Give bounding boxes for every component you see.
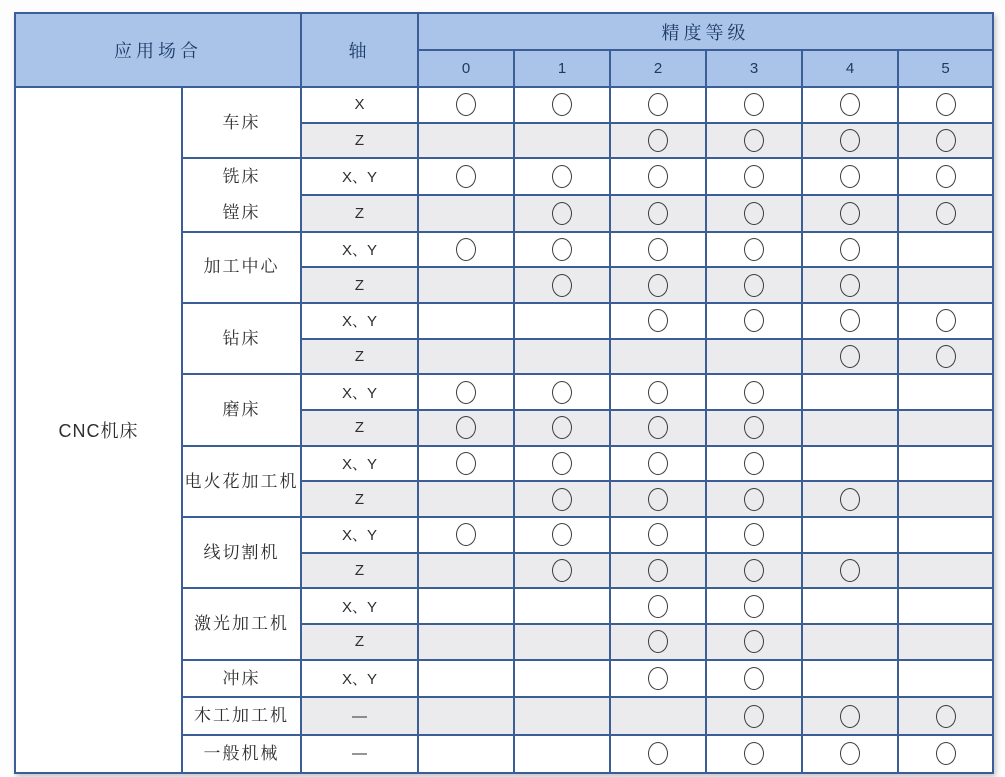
circle-icon	[840, 202, 860, 225]
circle-icon	[552, 165, 572, 188]
circle-icon	[744, 488, 764, 511]
grade-cell	[706, 697, 802, 735]
axis-cell: —	[301, 735, 418, 773]
grade-cell	[418, 303, 514, 339]
circle-icon	[456, 381, 476, 404]
grade-cell	[610, 267, 706, 303]
header-row-top	[15, 13, 993, 50]
grade-cell	[802, 87, 898, 123]
grade-cell	[514, 303, 610, 339]
axis-cell: Z	[301, 267, 418, 303]
machine-name-cell	[182, 232, 301, 303]
grade-cell	[802, 303, 898, 339]
grade-cell	[898, 267, 993, 303]
grade-cell	[610, 374, 706, 410]
grade-cell	[610, 481, 706, 517]
grade-cell	[610, 735, 706, 773]
table-body	[15, 87, 993, 773]
grade-header-3: 3	[706, 50, 802, 87]
grade-cell	[706, 446, 802, 482]
grade-cell	[802, 410, 898, 446]
grade-cell	[418, 553, 514, 589]
grade-cell	[802, 553, 898, 589]
circle-icon	[648, 202, 668, 225]
machine-name-cell	[182, 87, 301, 158]
circle-icon	[744, 523, 764, 546]
circle-icon	[648, 742, 668, 765]
circle-icon	[744, 630, 764, 653]
grade-cell	[706, 624, 802, 660]
grade-cell	[898, 87, 993, 123]
circle-icon	[552, 93, 572, 116]
grade-cell	[514, 481, 610, 517]
axis-cell: X、Y	[301, 374, 418, 410]
grade-cell	[610, 232, 706, 268]
circle-icon	[552, 559, 572, 582]
circle-icon	[744, 595, 764, 618]
circle-icon	[936, 165, 956, 188]
grade-cell	[514, 697, 610, 735]
grade-cell	[418, 624, 514, 660]
grade-cell	[418, 697, 514, 735]
grade-cell	[514, 410, 610, 446]
grade-cell	[706, 158, 802, 195]
grade-cell	[514, 735, 610, 773]
grade-cell	[514, 446, 610, 482]
grade-cell	[898, 624, 993, 660]
grade-cell	[514, 158, 610, 195]
grade-cell	[514, 123, 610, 159]
circle-icon	[648, 93, 668, 116]
machine-name-line: 磨床	[222, 400, 261, 420]
circle-icon	[936, 93, 956, 116]
machine-name-cell	[182, 588, 301, 659]
header-precision-grade: 精度等级	[418, 13, 993, 50]
header-application: 应用场合	[15, 13, 301, 87]
circle-icon	[456, 523, 476, 546]
grade-cell	[418, 158, 514, 195]
grade-cell	[802, 195, 898, 232]
grade-cell	[898, 195, 993, 232]
circle-icon	[744, 93, 764, 116]
grade-cell	[898, 339, 993, 375]
grade-cell	[898, 232, 993, 268]
grade-cell	[898, 158, 993, 195]
axis-cell: Z	[301, 195, 418, 232]
grade-cell	[706, 735, 802, 773]
grade-cell	[706, 588, 802, 624]
machine-name-line: 一般机械	[203, 744, 280, 763]
circle-icon	[552, 523, 572, 546]
circle-icon	[648, 667, 668, 690]
grade-cell	[514, 624, 610, 660]
grade-cell	[418, 588, 514, 624]
grade-cell	[706, 339, 802, 375]
circle-icon	[744, 238, 764, 261]
grade-cell	[514, 87, 610, 123]
machine-name-line: 冲床	[222, 668, 261, 688]
grade-header-4: 4	[802, 50, 898, 87]
table-row	[15, 87, 993, 123]
grade-cell	[802, 158, 898, 195]
table-header	[15, 13, 993, 87]
circle-icon	[936, 345, 956, 368]
circle-icon	[840, 238, 860, 261]
grade-cell	[418, 87, 514, 123]
grade-cell	[706, 195, 802, 232]
grade-cell	[610, 697, 706, 735]
grade-cell	[802, 697, 898, 735]
category-cell: CNC机床	[15, 87, 182, 773]
circle-icon	[744, 381, 764, 404]
grade-cell	[610, 446, 706, 482]
grade-cell	[610, 517, 706, 553]
grade-cell	[610, 410, 706, 446]
grade-cell	[706, 123, 802, 159]
grade-cell	[898, 123, 993, 159]
axis-cell: Z	[301, 481, 418, 517]
axis-cell: X、Y	[301, 446, 418, 482]
grade-cell	[418, 374, 514, 410]
grade-cell	[802, 267, 898, 303]
grade-cell	[802, 232, 898, 268]
grade-cell	[514, 588, 610, 624]
grade-cell	[898, 588, 993, 624]
machine-name-cell	[182, 660, 301, 698]
grade-cell	[706, 267, 802, 303]
circle-icon	[744, 705, 764, 728]
circle-icon	[744, 129, 764, 152]
grade-cell	[418, 339, 514, 375]
axis-cell: X	[301, 87, 418, 123]
circle-icon	[648, 165, 668, 188]
grade-cell	[706, 481, 802, 517]
circle-icon	[840, 705, 860, 728]
grade-cell	[802, 446, 898, 482]
machine-name-cell	[182, 517, 301, 588]
circle-icon	[936, 129, 956, 152]
circle-icon	[648, 129, 668, 152]
grade-cell	[418, 195, 514, 232]
circle-icon	[840, 309, 860, 332]
circle-icon	[648, 452, 668, 475]
circle-icon	[936, 742, 956, 765]
grade-cell	[418, 267, 514, 303]
machine-name-line: 激光加工机	[194, 614, 289, 634]
circle-icon	[552, 238, 572, 261]
machine-name-line: 车床	[222, 112, 261, 132]
grade-cell	[802, 624, 898, 660]
circle-icon	[840, 742, 860, 765]
machine-name-line: 线切割机	[203, 542, 280, 562]
circle-icon	[840, 129, 860, 152]
grade-cell	[802, 339, 898, 375]
circle-icon	[552, 202, 572, 225]
circle-icon	[456, 416, 476, 439]
grade-cell	[418, 410, 514, 446]
axis-cell: X、Y	[301, 517, 418, 553]
grade-cell	[514, 374, 610, 410]
circle-icon	[936, 309, 956, 332]
circle-icon	[648, 488, 668, 511]
machine-name-cell	[182, 374, 301, 445]
grade-cell	[706, 517, 802, 553]
grade-cell	[898, 660, 993, 698]
axis-cell: X、Y	[301, 588, 418, 624]
grade-cell	[802, 735, 898, 773]
grade-cell	[898, 517, 993, 553]
machine-name-cell	[182, 697, 301, 735]
grade-header-0: 0	[418, 50, 514, 87]
machine-name-line: 木工加工机	[194, 706, 289, 726]
circle-icon	[936, 202, 956, 225]
axis-cell: X、Y	[301, 303, 418, 339]
grade-cell	[898, 446, 993, 482]
grade-cell	[610, 339, 706, 375]
grade-cell	[610, 624, 706, 660]
grade-cell	[514, 339, 610, 375]
axis-cell: Z	[301, 339, 418, 375]
grade-cell	[610, 588, 706, 624]
circle-icon	[840, 345, 860, 368]
circle-icon	[744, 742, 764, 765]
axis-cell: Z	[301, 624, 418, 660]
grade-cell	[610, 195, 706, 232]
axis-cell: X、Y	[301, 158, 418, 195]
grade-header-5: 5	[898, 50, 993, 87]
grade-header-2: 2	[610, 50, 706, 87]
grade-cell	[418, 735, 514, 773]
circle-icon	[648, 274, 668, 297]
circle-icon	[744, 165, 764, 188]
circle-icon	[648, 630, 668, 653]
machine-name-line: 电火花加工机	[184, 471, 299, 491]
grade-cell	[898, 303, 993, 339]
circle-icon	[936, 705, 956, 728]
grade-cell	[706, 232, 802, 268]
circle-icon	[840, 93, 860, 116]
grade-cell	[706, 87, 802, 123]
circle-icon	[648, 381, 668, 404]
axis-cell: —	[301, 697, 418, 735]
grade-cell	[610, 303, 706, 339]
grade-header-1: 1	[514, 50, 610, 87]
circle-icon	[552, 274, 572, 297]
circle-icon	[552, 452, 572, 475]
grade-cell	[898, 553, 993, 589]
circle-icon	[456, 165, 476, 188]
grade-cell	[802, 123, 898, 159]
circle-icon	[648, 559, 668, 582]
grade-cell	[610, 87, 706, 123]
circle-icon	[648, 595, 668, 618]
circle-icon	[456, 93, 476, 116]
grade-cell	[706, 374, 802, 410]
grade-cell	[514, 660, 610, 698]
circle-icon	[456, 238, 476, 261]
grade-cell	[898, 481, 993, 517]
grade-cell	[802, 374, 898, 410]
grade-cell	[514, 267, 610, 303]
grade-cell	[514, 232, 610, 268]
grade-cell	[898, 374, 993, 410]
machine-name-line: 钻床	[222, 328, 261, 348]
grade-cell	[514, 195, 610, 232]
grade-cell	[706, 410, 802, 446]
grade-cell	[898, 410, 993, 446]
circle-icon	[552, 488, 572, 511]
circle-icon	[648, 309, 668, 332]
grade-cell	[610, 553, 706, 589]
axis-cell: X、Y	[301, 660, 418, 698]
grade-cell	[514, 553, 610, 589]
circle-icon	[840, 165, 860, 188]
grade-cell	[610, 123, 706, 159]
circle-icon	[744, 667, 764, 690]
grade-cell	[418, 517, 514, 553]
circle-icon	[552, 381, 572, 404]
circle-icon	[744, 452, 764, 475]
grade-cell	[418, 123, 514, 159]
grade-cell	[706, 303, 802, 339]
circle-icon	[648, 238, 668, 261]
circle-icon	[744, 309, 764, 332]
grade-cell	[898, 697, 993, 735]
machine-name-line: 加工中心	[203, 257, 280, 277]
grade-cell	[802, 660, 898, 698]
axis-cell: Z	[301, 410, 418, 446]
grade-cell	[706, 553, 802, 589]
grade-cell	[802, 588, 898, 624]
circle-icon	[648, 523, 668, 546]
precision-grade-table	[14, 12, 994, 774]
circle-icon	[744, 416, 764, 439]
grade-cell	[802, 517, 898, 553]
grade-cell	[706, 660, 802, 698]
circle-icon	[552, 416, 572, 439]
grade-cell	[418, 232, 514, 268]
grade-cell	[418, 481, 514, 517]
circle-icon	[744, 202, 764, 225]
machine-name-cell	[182, 158, 301, 231]
grade-cell	[610, 660, 706, 698]
grade-cell	[898, 735, 993, 773]
circle-icon	[840, 488, 860, 511]
machine-name-line: 铣床	[222, 167, 261, 187]
axis-cell: Z	[301, 123, 418, 159]
machine-name-cell	[182, 446, 301, 517]
circle-icon	[648, 416, 668, 439]
axis-cell: X、Y	[301, 232, 418, 268]
circle-icon	[840, 274, 860, 297]
header-axis: 轴	[301, 13, 418, 87]
circle-icon	[840, 559, 860, 582]
grade-cell	[610, 158, 706, 195]
grade-cell	[418, 446, 514, 482]
machine-name-cell	[182, 735, 301, 773]
grade-cell	[802, 481, 898, 517]
circle-icon	[456, 452, 476, 475]
axis-cell: Z	[301, 553, 418, 589]
grade-cell	[514, 517, 610, 553]
machine-name-line: 镗床	[222, 202, 261, 222]
machine-name-cell	[182, 303, 301, 374]
grade-cell	[418, 660, 514, 698]
circle-icon	[744, 274, 764, 297]
circle-icon	[744, 559, 764, 582]
